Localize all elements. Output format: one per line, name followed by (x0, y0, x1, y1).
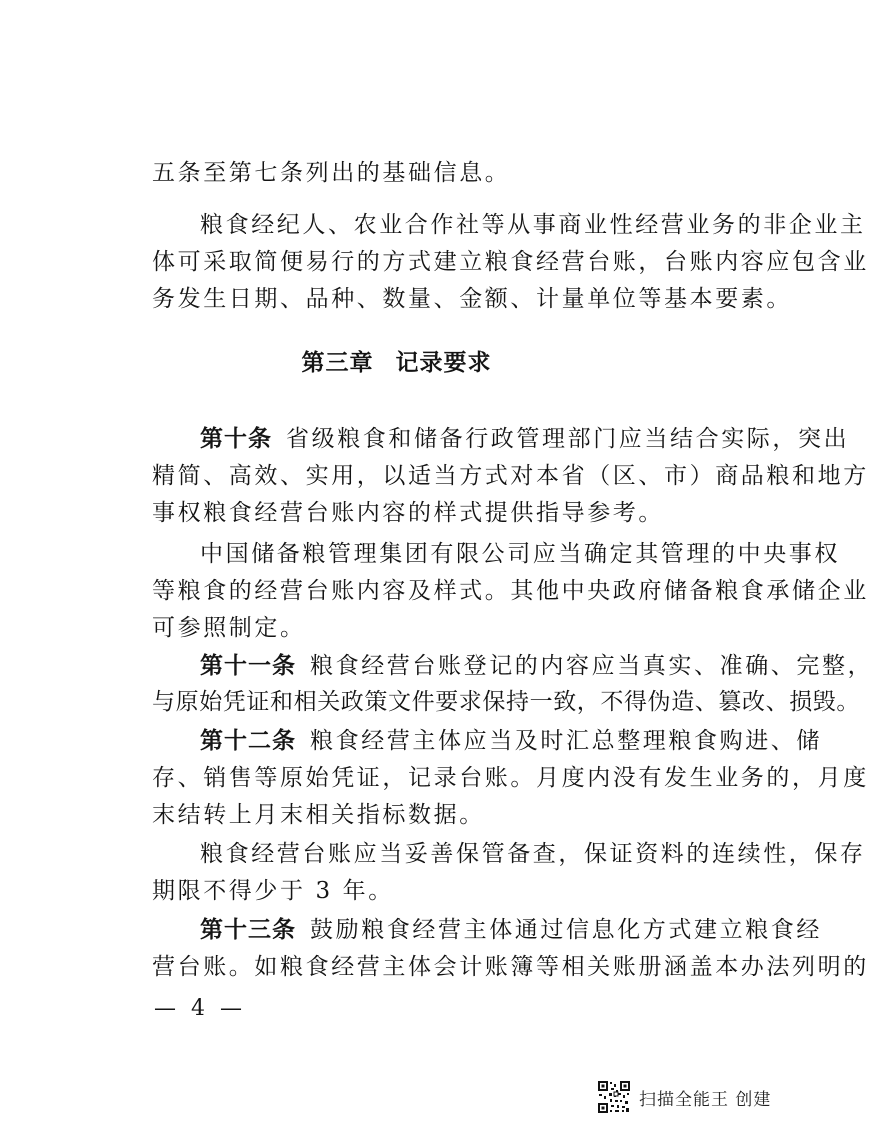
article-12-line (200, 725, 822, 757)
article-11-line (200, 650, 873, 682)
paragraph-line: 与原始凭证和相关政策文件要求保持一致，不得伪造、篡改、损毁。 (152, 689, 860, 715)
paragraph-line: 务发生日期、品种、数量、金额、计量单位等基本要素。 (152, 286, 792, 312)
paragraph-line: 中国储备粮管理集团有限公司应当确定其管理的中央事权 (200, 541, 840, 567)
article-10-line (200, 423, 850, 455)
paragraph-line: 五条至第七条列出的基础信息。 (152, 160, 511, 186)
article-text: 省级粮食和储备行政管理部门应当结合实际，突出 (286, 426, 850, 452)
qr-code-icon (597, 1080, 631, 1114)
paragraph-line: 等粮食的经营台账内容及样式。其他中央政府储备粮食承储企业 (152, 578, 869, 604)
article-heading: 第十一条 (200, 653, 296, 679)
article-text: 粮食经营台账登记的内容应当真实、准确、完整， (310, 653, 873, 679)
paragraph-line: 事权粮食经营台账内容的样式提供指导参考。 (152, 500, 664, 526)
article-heading: 第十三条 (200, 917, 296, 943)
paragraph-line: 可参照制定。 (152, 615, 306, 641)
chapter-title: 记录要求 (395, 350, 492, 376)
article-heading: 第十条 (200, 426, 272, 452)
chapter-number: 第三章 (301, 350, 374, 376)
paragraph-line: 存、销售等原始凭证，记录台账。月度内没有发生业务的，月度 (152, 765, 869, 791)
article-13-line (200, 914, 822, 946)
paragraph-line: 末结转上月末相关指标数据。 (152, 802, 485, 828)
article-heading: 第十二条 (200, 728, 296, 754)
article-text: 粮食经营主体应当及时汇总整理粮食购进、储 (310, 728, 822, 754)
scanner-watermark (597, 1073, 771, 1121)
paragraph-line: 体可采取简便易行的方式建立粮食经营台账，台账内容应包含业 (152, 249, 869, 275)
paragraph-line: 粮食经纪人、农业合作社等从事商业性经营业务的非企业主 (200, 212, 866, 238)
paragraph-line: 粮食经营台账应当妥善保管备查，保证资料的连续性，保存 (200, 841, 866, 867)
paragraph-line: 精简、高效、实用，以适当方式对本省（区、市）商品粮和地方 (152, 463, 869, 489)
watermark-text: 扫描全能王 创建 (639, 1089, 772, 1110)
chapter-heading (0, 347, 793, 379)
article-text: 鼓励粮食经营主体通过信息化方式建立粮食经 (310, 917, 822, 943)
page-number: — 4 — (154, 996, 246, 1021)
paragraph-line: 期限不得少于 3 年。 (152, 878, 394, 904)
paragraph-line: 营台账。如粮食经营主体会计账簿等相关账册涵盖本办法列明的 (152, 954, 869, 980)
